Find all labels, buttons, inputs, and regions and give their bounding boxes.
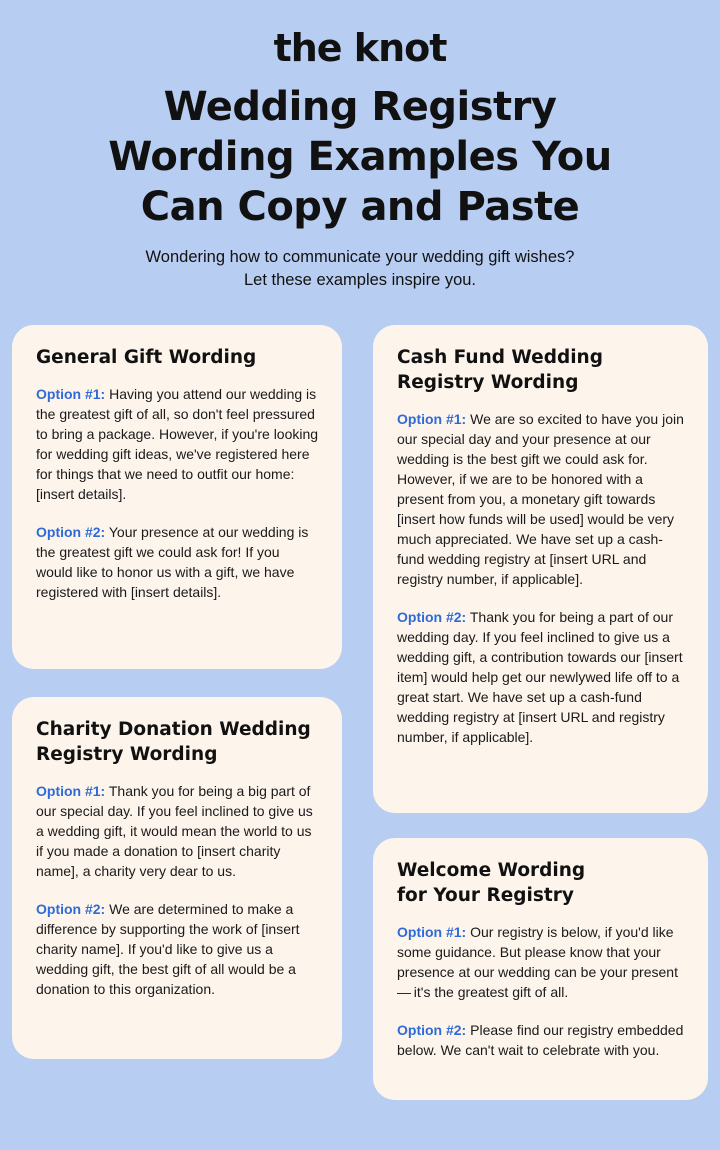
card-charity-donation-wording (12, 697, 342, 1059)
option-label: Option #1: (36, 386, 106, 402)
card-title-line: Charity Donation Wedding (36, 719, 311, 740)
option-text: Our registry is below, if you'd like some guidance. But please know that your presence at our wedding can be your present — it's the greatest gift of all. (397, 924, 681, 1000)
card-title-line: General Gift Wording (36, 347, 257, 368)
option-text: Thank you for being a part of our wedding day. If you feel inclined to give us a wedding gift, a contribution towards our [insert item] would help get our newlywed life off to a great start. We have set up a cash-fund wedding registry at [insert URL and registry number, if applicable]. (397, 609, 683, 745)
card-cash-fund-wording (373, 325, 708, 813)
option-label: Option #2: (36, 901, 106, 917)
card-title-line: Registry Wording (36, 744, 218, 765)
card-title-line: Registry Wording (397, 372, 579, 393)
option-text: We are determined to make a difference by supporting the work of [insert charity name]. If you'd like to give us a wedding gift, the best gift of all would be a donation to this organization. (36, 901, 300, 997)
option-text: Thank you for being a big part of our special day. If you feel inclined to give us a wedding gift, it would mean the world to us if you made a donation to [insert charity name], a charity very dear to us. (36, 783, 313, 879)
page-title (0, 82, 720, 232)
option-label: Option #2: (36, 524, 106, 540)
option-text: Please find our registry embedded below. We can't wait to celebrate with you. (397, 1022, 684, 1058)
page-title-line: Wording Examples You (108, 134, 612, 180)
option-text: Having you attend our wedding is the greatest gift of all, so don't feel pressured to bring a package. However, if you're looking for wedding gift ideas, we've registered here for things that we need to outfit our home: [insert details]. (36, 386, 319, 502)
page-subtitle (0, 246, 720, 292)
option-label: Option #1: (36, 783, 106, 799)
option-paragraph (36, 781, 320, 881)
option-label: Option #2: (397, 609, 467, 625)
card-welcome-wording (373, 838, 708, 1100)
card-title (397, 345, 686, 395)
option-paragraph (397, 1020, 686, 1060)
option-text: Your presence at our wedding is the greatest gift we could ask for! If you would like to honor us with a gift, we have registered with [insert details]. (36, 524, 309, 600)
card-title-line: for Your Registry (397, 885, 574, 906)
option-paragraph (36, 899, 320, 999)
card-title (36, 345, 320, 370)
card-title (397, 858, 686, 908)
page-subtitle-line: Wondering how to communicate your wedding gift wishes? (145, 248, 575, 266)
page-title-line: Wedding Registry (163, 84, 557, 130)
option-label: Option #1: (397, 924, 467, 940)
page-subtitle-line: Let these examples inspire you. (243, 271, 477, 289)
option-paragraph (397, 409, 686, 589)
option-label: Option #2: (397, 1022, 467, 1038)
option-text: We are so excited to have you join our special day and your presence at our wedding is the best gift we could ask for. However, if we are to be honored with a present from you, a monetary gift towards [insert how funds will be used] would be very much appreciated. We have set up a cash-fund wedding registry at [insert URL and registry number, if applicable]. (397, 411, 684, 587)
option-paragraph (397, 922, 686, 1002)
card-title-line: Welcome Wording (397, 860, 586, 881)
card-title (36, 717, 320, 767)
option-label: Option #1: (397, 411, 467, 427)
option-paragraph (397, 607, 686, 747)
card-title-line: Cash Fund Wedding (397, 347, 603, 368)
option-paragraph (36, 384, 320, 504)
the-knot-logo: the knot (273, 26, 447, 70)
page-title-line: Can Copy and Paste (140, 184, 580, 230)
option-paragraph (36, 522, 320, 602)
card-general-gift-wording (12, 325, 342, 669)
